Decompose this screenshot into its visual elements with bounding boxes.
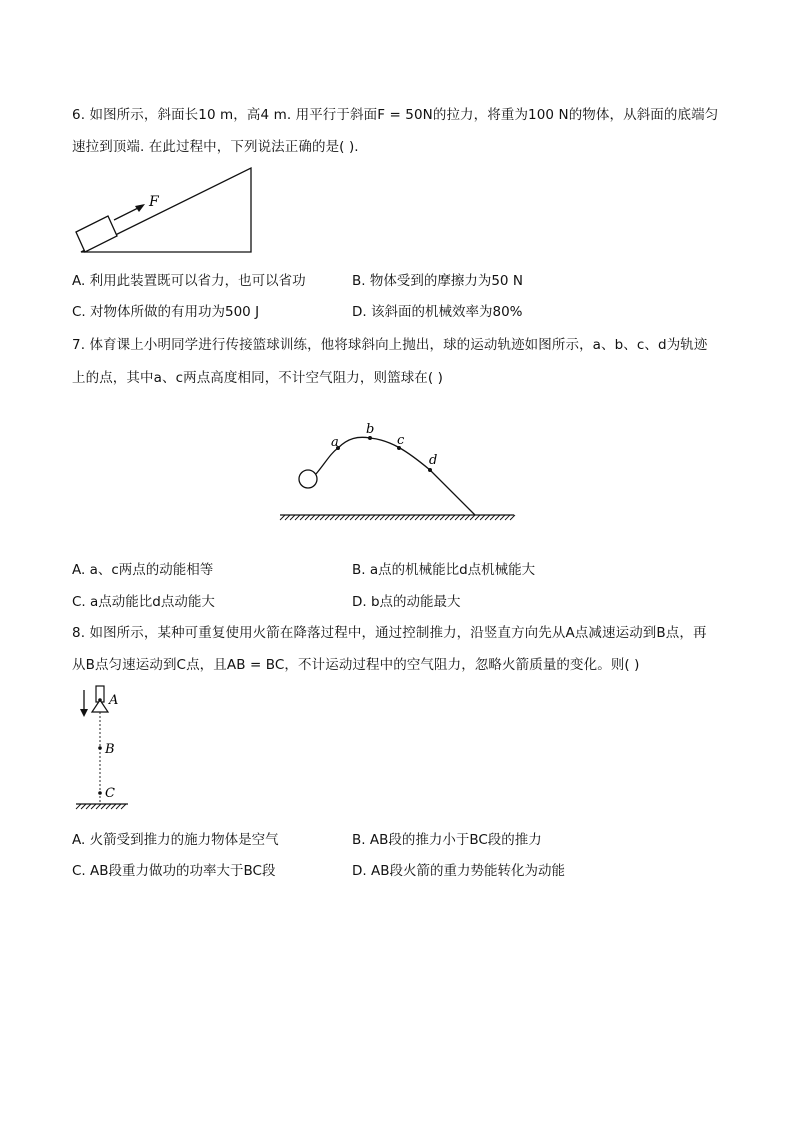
hatch-mark (280, 515, 285, 520)
q8-stem-line2: 从B点匀速运动到C点，且AB = BC，不计运动过程中的空气阻力，忽略火箭质量的变化。则( ) (72, 657, 640, 673)
q6-stem-line2: 速拉到顶端. 在此过程中，下列说法正确的是( ). (72, 139, 359, 155)
q6-stem-line1: 6. 如图所示，斜面长10 m，高4 m. 用平行于斜面F = 50N的拉力，将重为100 N的物体，从斜面的底端匀 (72, 107, 719, 123)
hatch-mark (121, 804, 126, 809)
q8-option-c: C. AB段重力做功的功率大于BC段 (72, 863, 276, 879)
hatch-mark (91, 804, 96, 809)
q7-option-c: C. a点动能比d点动能大 (72, 594, 215, 610)
q6-option-a: A. 利用此装置既可以省力，也可以省功 (72, 273, 306, 289)
hatch-mark (475, 515, 480, 520)
hatch-mark (470, 515, 475, 520)
label-C: C (105, 786, 115, 801)
hatch-mark (395, 515, 400, 520)
direction-arrowhead (80, 709, 88, 717)
q8-rocket-figure (76, 684, 156, 814)
q8-option-a: A. 火箭受到推力的施力物体是空气 (72, 832, 279, 848)
hatch-mark (510, 515, 515, 520)
hatch-mark (445, 515, 450, 520)
label-a: a (331, 435, 339, 450)
label-c: c (397, 433, 405, 448)
point-d (428, 468, 432, 472)
trajectory-curve (316, 437, 475, 515)
hatch-mark (81, 804, 86, 809)
hatch-mark (495, 515, 500, 520)
hatch-mark (330, 515, 335, 520)
q7-option-a: A. a、c两点的动能相等 (72, 562, 214, 578)
hatch-mark (410, 515, 415, 520)
hatch-mark (400, 515, 405, 520)
hatch-mark (480, 515, 485, 520)
hatch-mark (450, 515, 455, 520)
force-label: F (149, 194, 159, 210)
hatch-mark (340, 515, 345, 520)
q7-trajectory-figure (278, 418, 518, 528)
hatch-mark (360, 515, 365, 520)
force-arrowhead (135, 204, 145, 212)
point-B (98, 746, 102, 750)
ground-hatching (280, 515, 515, 520)
block (76, 216, 117, 252)
hatch-mark (505, 515, 510, 520)
point-A (98, 698, 102, 702)
ground-hatching (76, 804, 126, 809)
q7-option-b: B. a点的机械能比d点机械能大 (352, 562, 536, 578)
q8-option-d: D. AB段火箭的重力势能转化为动能 (352, 863, 565, 879)
hatch-mark (285, 515, 290, 520)
hatch-mark (96, 804, 101, 809)
hatch-mark (116, 804, 121, 809)
hatch-mark (390, 515, 395, 520)
q6-option-c: C. 对物体所做的有用功为500 J (72, 304, 260, 320)
hatch-mark (370, 515, 375, 520)
hatch-mark (86, 804, 91, 809)
q6-incline-figure (70, 160, 270, 260)
hatch-mark (430, 515, 435, 520)
q7-option-d: D. b点的动能最大 (352, 594, 461, 610)
hatch-mark (420, 515, 425, 520)
hatch-mark (380, 515, 385, 520)
q6-option-b: B. 物体受到的摩擦力为50 N (352, 273, 523, 289)
hatch-mark (101, 804, 106, 809)
hatch-mark (415, 515, 420, 520)
q8-option-b: B. AB段的推力小于BC段的推力 (352, 832, 542, 848)
basketball (299, 470, 317, 488)
hatch-mark (465, 515, 470, 520)
q7-stem-line1: 7. 体育课上小明同学进行传接篮球训练，他将球斜向上抛出，球的运动轨迹如图所示，a、b、c、d为轨迹 (72, 337, 708, 353)
hatch-mark (295, 515, 300, 520)
hatch-mark (320, 515, 325, 520)
hatch-mark (355, 515, 360, 520)
hatch-mark (385, 515, 390, 520)
hatch-mark (335, 515, 340, 520)
q8-stem-line1: 8. 如图所示，某种可重复使用火箭在降落过程中，通过控制推力，沿竖直方向先从A点减速运动到B点，再 (72, 625, 707, 641)
q6-option-d: D. 该斜面的机械效率为80% (352, 304, 523, 320)
hatch-mark (375, 515, 380, 520)
label-b: b (366, 422, 375, 437)
hatch-mark (310, 515, 315, 520)
point-C (98, 791, 102, 795)
hatch-mark (455, 515, 460, 520)
label-d: d (429, 453, 438, 468)
hatch-mark (365, 515, 370, 520)
hatch-mark (305, 515, 310, 520)
q7-stem-line2: 上的点，其中a、c两点高度相同，不计空气阻力，则篮球在( ) (72, 370, 444, 386)
hatch-mark (460, 515, 465, 520)
hatch-mark (290, 515, 295, 520)
hatch-mark (315, 515, 320, 520)
hatch-mark (500, 515, 505, 520)
hatch-mark (106, 804, 111, 809)
label-A: A (109, 693, 119, 708)
hatch-mark (325, 515, 330, 520)
hatch-mark (435, 515, 440, 520)
hatch-mark (350, 515, 355, 520)
hatch-mark (425, 515, 430, 520)
hatch-mark (345, 515, 350, 520)
hatch-mark (300, 515, 305, 520)
label-B: B (105, 742, 115, 757)
hatch-mark (490, 515, 495, 520)
hatch-mark (405, 515, 410, 520)
hatch-mark (76, 804, 81, 809)
hatch-mark (111, 804, 116, 809)
hatch-mark (485, 515, 490, 520)
hatch-mark (440, 515, 445, 520)
